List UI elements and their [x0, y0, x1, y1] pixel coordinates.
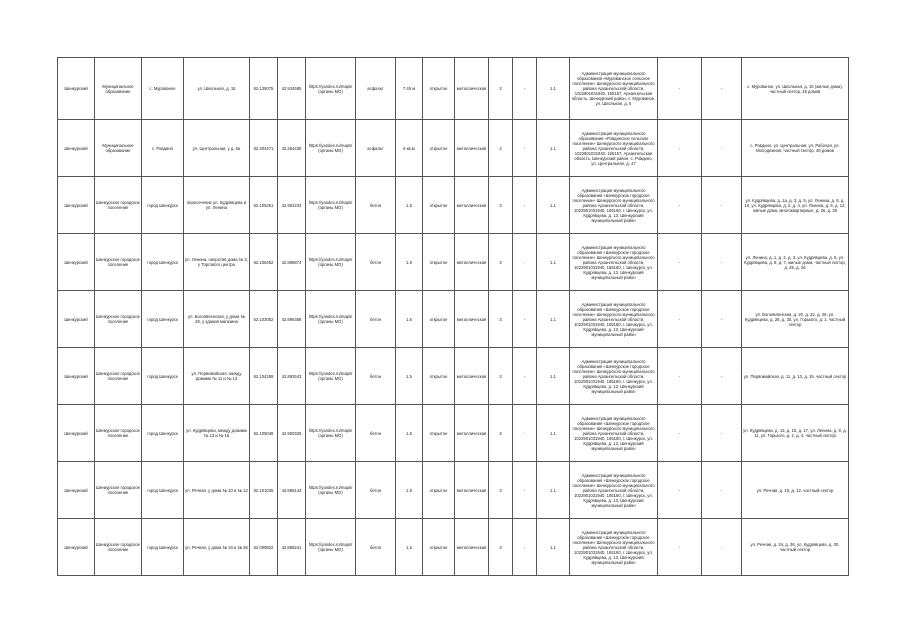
cell-source: https://yandex.ru/maps/ (органы МО): [306, 58, 356, 120]
cell-kind: открытое: [423, 120, 455, 177]
cell-type: металлическая: [455, 291, 489, 348]
cell-kind: открытое: [423, 462, 455, 519]
cell-locality: город Шенкурск: [142, 462, 184, 519]
table-row: [58, 120, 849, 177]
registry-table: [57, 57, 849, 576]
cell-count2: -: [513, 177, 537, 234]
cell-surface: асфальт: [356, 58, 396, 120]
cell-owner: Администрация муниципального образования «Шенкурское городское поселение» Шенкурского муниципального района Архангельской области, 1022901031940, 165160, г. Шенкурск, ул. Кудрявцева, д. 13, Шенкурский муниципальный район: [570, 291, 658, 348]
cell-count1: 3: [489, 405, 513, 462]
cell-type: металлическая: [455, 234, 489, 291]
cell-surface: бетон: [356, 519, 396, 576]
cell-settlement: Шенкурское городское поселение: [95, 177, 142, 234]
cell-owner: Администрация муниципального образования «Шенкурское городское поселение» Шенкурского муниципального района Архангельской области, 1022901031940, 165160, г. Шенкурск, ул. Кудрявцева, д. 13, Шенкурский муниципальный район: [570, 234, 658, 291]
cell-blank2: -: [702, 58, 742, 120]
cell-blank1: -: [658, 348, 702, 405]
cell-locality: город Шенкурск: [142, 177, 184, 234]
cell-address: ул. Ленина, напротив дома № 3, у Торгового центра: [184, 234, 250, 291]
cell-volume: 1.1: [537, 519, 570, 576]
cell-count2: -: [513, 58, 537, 120]
cell-kind: открытое: [423, 177, 455, 234]
cell-area: 1.5: [396, 177, 423, 234]
cell-address: ул. Первомайская, между домами № 11 и № 13: [184, 348, 250, 405]
cell-locality: город Шенкурск: [142, 234, 184, 291]
cell-volume: 1.1: [537, 234, 570, 291]
cell-count1: 3: [489, 462, 513, 519]
cell-type: металлическая: [455, 405, 489, 462]
cell-count1: 3: [489, 348, 513, 405]
cell-volume: 1.1: [537, 58, 570, 120]
cell-owner: Администрация муниципального образования «Шенкурское городское поселение» Шенкурского муниципального района Архангельской области, 1022901031940, 165160, г. Шенкурск, ул. Кудрявцева, д. 13, Шенкурский муниципальный район: [570, 348, 658, 405]
cell-kind: открытое: [423, 58, 455, 120]
cell-area: 1.5: [396, 291, 423, 348]
cell-settlement: Шенкурское городское поселение: [95, 234, 142, 291]
cell-count2: -: [513, 405, 537, 462]
cell-surface: бетон: [356, 348, 396, 405]
cell-surface: асфальт: [356, 120, 396, 177]
cell-lon: 42.889143: [278, 462, 306, 519]
cell-lon: 42.892543: [278, 348, 306, 405]
cell-address: ул. Богоявленская, у дома № 26, у здания магазина: [184, 291, 250, 348]
cell-address: ул. Речная, у дома № 34 и № 36: [184, 519, 250, 576]
cell-area: 1.5: [396, 519, 423, 576]
cell-owner: Администрация муниципального образования «Шенкурское городское поселение» Шенкурского муниципального района Архангельской области, 1022901031940, 165160, г. Шенкурск, ул. Кудрявцева, д. 13, Шенкурский муниципальный район: [570, 462, 658, 519]
table-row: [58, 405, 849, 462]
cell-lat: 62.106462: [250, 234, 278, 291]
cell-volume: 1.1: [537, 177, 570, 234]
cell-settlement: Муниципальное образование: [95, 120, 142, 177]
cell-blank2: -: [702, 519, 742, 576]
table-row: [58, 177, 849, 234]
cell-district: Шенкурский: [58, 348, 95, 405]
cell-locality: город Шенкурск: [142, 405, 184, 462]
cell-source: https://yandex.ru/maps/ (органы МО): [306, 291, 356, 348]
cell-lon: 42.896358: [278, 291, 306, 348]
cell-address: ул. Речная, у дома № 10 и № 12: [184, 462, 250, 519]
cell-lon: 42.898874: [278, 234, 306, 291]
cell-type: металлическая: [455, 462, 489, 519]
table-row: [58, 462, 849, 519]
cell-source: https://yandex.ru/maps/ (органы МО): [306, 462, 356, 519]
cell-sources: с. Мурованое, ул. Школьная, д. 15 (жилые дома), частный сектор, 45 домов: [742, 58, 849, 120]
cell-settlement: Муниципальное образование: [95, 58, 142, 120]
cell-surface: бетон: [356, 291, 396, 348]
cell-source: https://yandex.ru/maps/ (органы МО): [306, 234, 356, 291]
cell-count2: -: [513, 291, 537, 348]
cell-area: 1.5: [396, 462, 423, 519]
cell-locality: с. Мурованое: [142, 58, 184, 120]
cell-blank1: -: [658, 462, 702, 519]
cell-count1: 2: [489, 58, 513, 120]
cell-locality: город Шенкурск: [142, 519, 184, 576]
cell-blank1: -: [658, 58, 702, 120]
table-row: [58, 291, 849, 348]
cell-surface: бетон: [356, 462, 396, 519]
table-row: [58, 58, 849, 120]
cell-count2: -: [513, 348, 537, 405]
cell-district: Шенкурский: [58, 405, 95, 462]
cell-count2: -: [513, 120, 537, 177]
cell-volume: 1.1: [537, 120, 570, 177]
cell-owner: Администрация муниципального образования «Шенкурское городское поселение» Шенкурского муниципального района Архангельской области, 1022901031940, 165160, г. Шенкурск, ул. Кудрявцева, д. 13, Шенкурский муниципальный район: [570, 405, 658, 462]
cell-surface: бетон: [356, 234, 396, 291]
cell-sources: ул. Кудрявцева, д. 1а, д. 3, д. 5, ул. Ленина, д. 8, д. 10, ул. Кудрявцева, д. 2, д. 4, ул. Ленина, д. 6, д. 12, жилые дома, многоквартирные, д. 26, д. 28: [742, 177, 849, 234]
cell-blank1: -: [658, 291, 702, 348]
cell-blank2: -: [702, 291, 742, 348]
cell-blank2: -: [702, 120, 742, 177]
cell-locality: город Шенкурск: [142, 348, 184, 405]
cell-lat: 62.103052: [250, 291, 278, 348]
cell-source: https://yandex.ru/maps/ (органы МО): [306, 348, 356, 405]
cell-lon: 42.264430: [278, 120, 306, 177]
cell-address: ул. Школьная, д. 15: [184, 58, 250, 120]
cell-source: https://yandex.ru/maps/ (органы МО): [306, 120, 356, 177]
cell-volume: 1.1: [537, 348, 570, 405]
cell-district: Шенкурский: [58, 58, 95, 120]
cell-sources: ул. Первомайская, д. 11, д. 13, д. 15, частный сектор: [742, 348, 849, 405]
cell-sources: с. Ровдино, ул. Центральная, ул. Рабочая, ул. Молодежная, частный сектор, 40 домов: [742, 120, 849, 177]
cell-area: 1.5: [396, 405, 423, 462]
cell-owner: Администрация муниципального образования «Шенкурское городское поселение» Шенкурского муниципального района Архангельской области, 1022901031940, 165160, г. Шенкурск, ул. Кудрявцева, д. 13, Шенкурский муниципальный район: [570, 519, 658, 576]
cell-lat: 62.204471: [250, 120, 278, 177]
table-row: [58, 234, 849, 291]
cell-lat: 62.105261: [250, 177, 278, 234]
cell-count1: 3: [489, 291, 513, 348]
cell-kind: открытое: [423, 291, 455, 348]
cell-district: Шенкурский: [58, 519, 95, 576]
cell-type: металлическая: [455, 348, 489, 405]
cell-address: ул. Центральная, у д. 5а: [184, 120, 250, 177]
table-row: [58, 519, 849, 576]
cell-sources: ул. Ленина, д. 1, д. 2, д. 3, ул. Кудрявцева, д. 5, ул. Кудрявцева, д. 6, д. 7, жилые дома, частный сектор, д. 25, д. 26: [742, 234, 849, 291]
cell-sources: ул. Речная, д. 10, д. 12, частный сектор: [742, 462, 849, 519]
cell-district: Шенкурский: [58, 234, 95, 291]
cell-locality: город Шенкурск: [142, 291, 184, 348]
cell-count2: -: [513, 462, 537, 519]
cell-lat: 62.135075: [250, 58, 278, 120]
cell-area: 6 кв.м: [396, 120, 423, 177]
cell-blank2: -: [702, 405, 742, 462]
cell-lat: 62.104289: [250, 348, 278, 405]
cell-source: https://yandex.ru/maps/ (органы МО): [306, 405, 356, 462]
cell-blank2: -: [702, 462, 742, 519]
cell-kind: открытое: [423, 519, 455, 576]
cell-settlement: Шенкурское городское поселение: [95, 348, 142, 405]
cell-settlement: Шенкурское городское поселение: [95, 519, 142, 576]
cell-district: Шенкурский: [58, 177, 95, 234]
cell-blank1: -: [658, 120, 702, 177]
cell-lon: 42.534585: [278, 58, 306, 120]
cell-blank1: -: [658, 177, 702, 234]
cell-blank1: -: [658, 519, 702, 576]
cell-count1: 3: [489, 234, 513, 291]
cell-blank2: -: [702, 348, 742, 405]
cell-type: металлическая: [455, 120, 489, 177]
cell-source: https://yandex.ru/maps/ (органы МО): [306, 177, 356, 234]
cell-lon: 42.902233: [278, 177, 306, 234]
cell-kind: открытое: [423, 234, 455, 291]
cell-blank1: -: [658, 234, 702, 291]
cell-blank2: -: [702, 177, 742, 234]
cell-lat: 62.105048: [250, 405, 278, 462]
cell-district: Шенкурский: [58, 120, 95, 177]
cell-volume: 1.1: [537, 405, 570, 462]
cell-type: металлическая: [455, 58, 489, 120]
cell-count2: -: [513, 234, 537, 291]
cell-lon: 42.886241: [278, 519, 306, 576]
cell-sources: ул. Богоявленская, д. 20, д. 22, д. 26, ул. Кудрявцева, д. 28, д. 30, ул. Горького, д. 1, частный сектор: [742, 291, 849, 348]
cell-address: пересечение ул. Кудрявцева и ул. Ленина: [184, 177, 250, 234]
cell-count1: 3: [489, 519, 513, 576]
cell-type: металлическая: [455, 519, 489, 576]
cell-locality: с. Ровдино: [142, 120, 184, 177]
cell-blank2: -: [702, 234, 742, 291]
cell-district: Шенкурский: [58, 462, 95, 519]
cell-district: Шенкурский: [58, 291, 95, 348]
cell-kind: открытое: [423, 405, 455, 462]
cell-type: металлическая: [455, 177, 489, 234]
table-row: [58, 348, 849, 405]
cell-count1: 3: [489, 177, 513, 234]
cell-surface: бетон: [356, 405, 396, 462]
cell-count1: 2: [489, 120, 513, 177]
cell-lat: 62.101045: [250, 462, 278, 519]
cell-volume: 1.1: [537, 462, 570, 519]
cell-sources: ул. Речная, д. 34, д. 36, ул. Кудрявцева, д. 30, частный сектор: [742, 519, 849, 576]
cell-blank1: -: [658, 405, 702, 462]
cell-settlement: Шенкурское городское поселение: [95, 291, 142, 348]
cell-surface: бетон: [356, 177, 396, 234]
cell-source: https://yandex.ru/maps/ (органы МО): [306, 519, 356, 576]
cell-area: 1.5: [396, 348, 423, 405]
cell-area: 1.5: [396, 234, 423, 291]
cell-count2: -: [513, 519, 537, 576]
cell-lon: 42.900326: [278, 405, 306, 462]
cell-settlement: Шенкурское городское поселение: [95, 462, 142, 519]
cell-owner: Администрация муниципального образования «Мурованское сельское поселение» Шенкурского муниципального района Архангельской области, 1022901031940, 165157, Архангельская область, Шенкурский район, с. Мурованое, ул. Школьная, д. 5: [570, 58, 658, 120]
cell-volume: 1.1: [537, 291, 570, 348]
cell-sources: ул. Кудрявцева, д. 13, д. 15, д. 17, ул. Ленина, д. 9, д. 11, ул. Горького, д. 2, д. 4, частный сектор: [742, 405, 849, 462]
cell-settlement: Шенкурское городское поселение: [95, 405, 142, 462]
cell-owner: Администрация муниципального образования «Ровдинское сельское поселение» Шенкурского муниципального района Архангельской области, 1022901031940, 165157, Архангельская область, Шенкурский район, с. Ровдино, ул. Центральная, д. 47: [570, 120, 658, 177]
cell-owner: Администрация муниципального образования «Шенкурское городское поселение» Шенкурского муниципального района Архангельской области, 1022901031940, 165160, г. Шенкурск, ул. Кудрявцева, д. 13, Шенкурский муниципальный район: [570, 177, 658, 234]
cell-area: 7.45 м: [396, 58, 423, 120]
cell-kind: открытое: [423, 348, 455, 405]
cell-address: ул. Кудрявцева, между домами № 13 и № 15: [184, 405, 250, 462]
cell-lat: 62.099822: [250, 519, 278, 576]
